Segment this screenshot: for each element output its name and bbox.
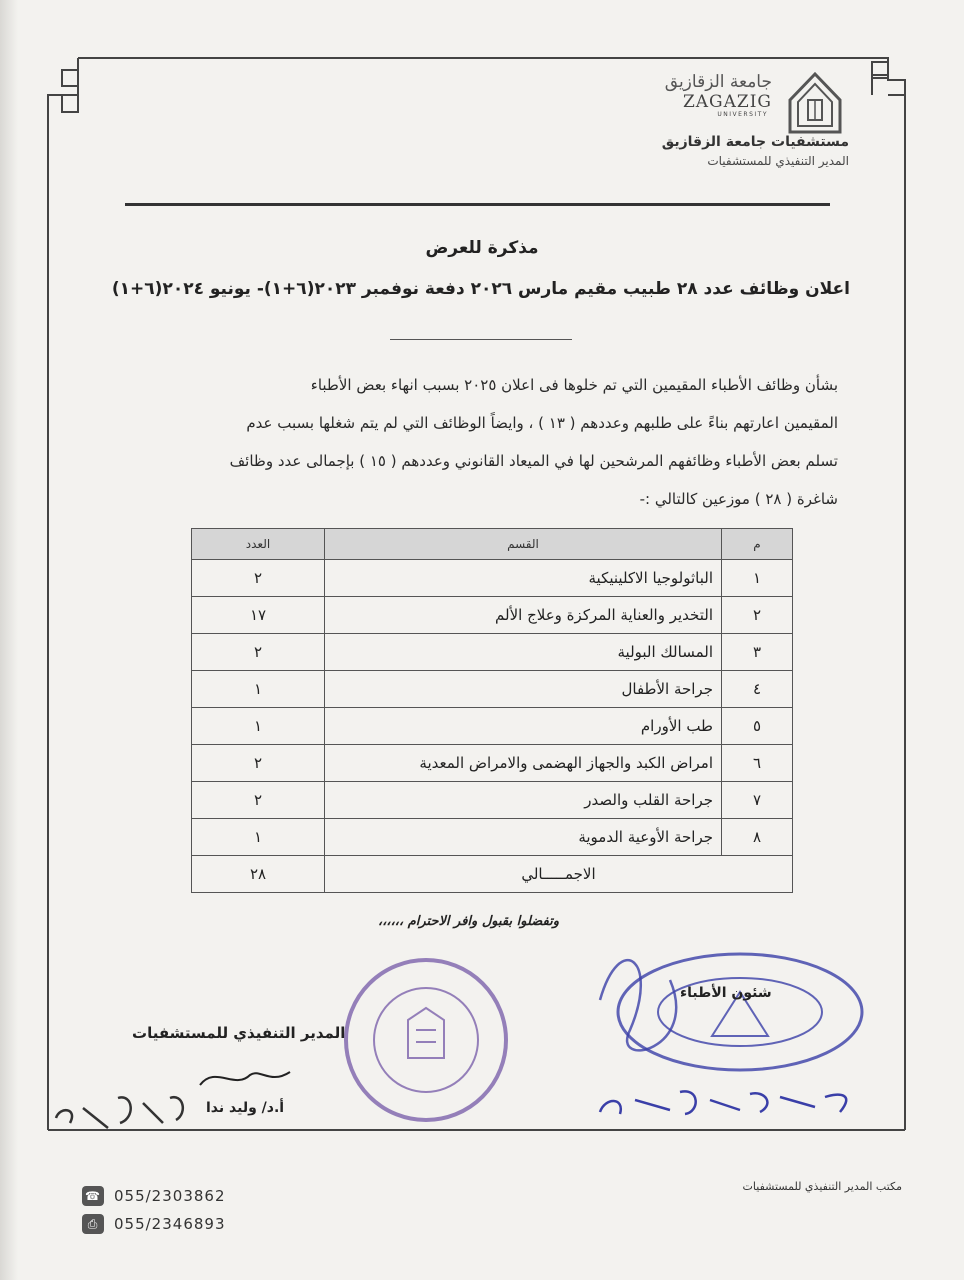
closing-line: وتفضلوا بقبول وافر الاحترام ،،،،،،	[378, 914, 560, 929]
doctors-affairs-title: شئون الأطباء	[680, 985, 772, 1001]
row-dept: الباثولوجيا الاكلينيكية	[325, 560, 722, 597]
phone-number: 055/2303862	[114, 1187, 226, 1205]
total-label: الاجمـــــالي	[325, 856, 793, 893]
header-divider	[125, 203, 830, 206]
row-count: ٢	[192, 745, 325, 782]
header-dept: القسم	[325, 529, 722, 560]
memo-body	[118, 366, 838, 518]
row-count: ١	[192, 708, 325, 745]
table-row	[192, 634, 793, 671]
body-line: شاغرة ( ٢٨ ) موزعين كالتالي :-	[639, 490, 838, 508]
right-date-handwriting	[590, 1082, 870, 1132]
row-num: ٣	[722, 634, 793, 671]
table-total-row	[192, 856, 793, 893]
university-name-en-sub: UNIVERSITY	[717, 111, 768, 118]
fax-number: 055/2346893	[114, 1215, 226, 1233]
row-num: ٥	[722, 708, 793, 745]
row-dept: التخدير والعناية المركزة وعلاج الألم	[325, 597, 722, 634]
footer-office: مكتب المدير التنفيذي للمستشفيات	[742, 1180, 902, 1193]
row-num: ٧	[722, 782, 793, 819]
table-row	[192, 671, 793, 708]
director-name: أ.د/ وليد ندا	[206, 1100, 285, 1116]
row-count: ١	[192, 671, 325, 708]
row-num: ١	[722, 560, 793, 597]
header-count: العدد	[192, 529, 325, 560]
table-header-row	[192, 529, 793, 560]
table-row	[192, 708, 793, 745]
row-dept: جراحة الأوعية الدموية	[325, 819, 722, 856]
memo-subtitle: اعلان وظائف عدد ٢٨ طبيب مقيم مارس ٢٠٢٦ دفعة نوفمبر ٢٠٢٣(٦+١)- يونيو ٢٠٢٤(٦+١)	[111, 279, 850, 299]
fax-row	[82, 1214, 226, 1234]
row-count: ٢	[192, 634, 325, 671]
row-dept: المسالك البولية	[325, 634, 722, 671]
university-crest-icon	[782, 70, 848, 136]
university-name-ar: جامعة الزقازيق	[664, 72, 772, 92]
executive-director-title: المدير التنفيذي للمستشفيات	[132, 1024, 346, 1042]
row-count: ١٧	[192, 597, 325, 634]
table-row	[192, 782, 793, 819]
row-num: ٤	[722, 671, 793, 708]
header-num: م	[722, 529, 793, 560]
row-dept: امراض الكبد والجهاز الهضمى والامراض المعدية	[325, 745, 722, 782]
row-count: ٢	[192, 560, 325, 597]
body-line: تسلم بعض الأطباء وظائفهم المرشحين لها في الميعاد القانوني وعددهم ( ١٥ ) بإجمالى عدد وظائف	[229, 452, 838, 470]
row-count: ١	[192, 819, 325, 856]
table-row	[192, 819, 793, 856]
body-line: المقيمين اعارتهم بناءً على طلبهم وعددهم ( ١٣ ) ، وايضاً الوظائف التي لم يتم شغلها بسبب عدم	[246, 414, 838, 432]
row-dept: طب الأورام	[325, 708, 722, 745]
row-num: ٢	[722, 597, 793, 634]
total-value: ٢٨	[192, 856, 325, 893]
table-row	[192, 597, 793, 634]
left-date-handwriting	[48, 1078, 198, 1148]
subtitle-underline	[390, 339, 572, 340]
body-line: بشأن وظائف الأطباء المقيمين التي تم خلوها فى اعلان ٢٠٢٥ بسبب انهاء بعض الأطباء	[310, 376, 838, 394]
phone-icon: ☎	[82, 1186, 104, 1206]
university-name-en: ZAGAZIG	[682, 92, 772, 112]
row-num: ٦	[722, 745, 793, 782]
executive-director-label: المدير التنفيذي للمستشفيات	[707, 154, 849, 168]
phone-row	[82, 1186, 226, 1206]
affairs-stamp	[590, 940, 870, 1080]
row-dept: جراحة القلب والصدر	[325, 782, 722, 819]
row-count: ٢	[192, 782, 325, 819]
memo-title: مذكرة للعرض	[425, 238, 539, 258]
fax-icon: ⎙	[82, 1214, 104, 1234]
row-dept: جراحة الأطفال	[325, 671, 722, 708]
table-row	[192, 745, 793, 782]
director-signature	[195, 1060, 305, 1100]
row-num: ٨	[722, 819, 793, 856]
table-row	[192, 560, 793, 597]
hospitals-name: مستشفيات جامعة الزقازيق	[661, 134, 849, 150]
vacancies-table	[191, 528, 793, 893]
